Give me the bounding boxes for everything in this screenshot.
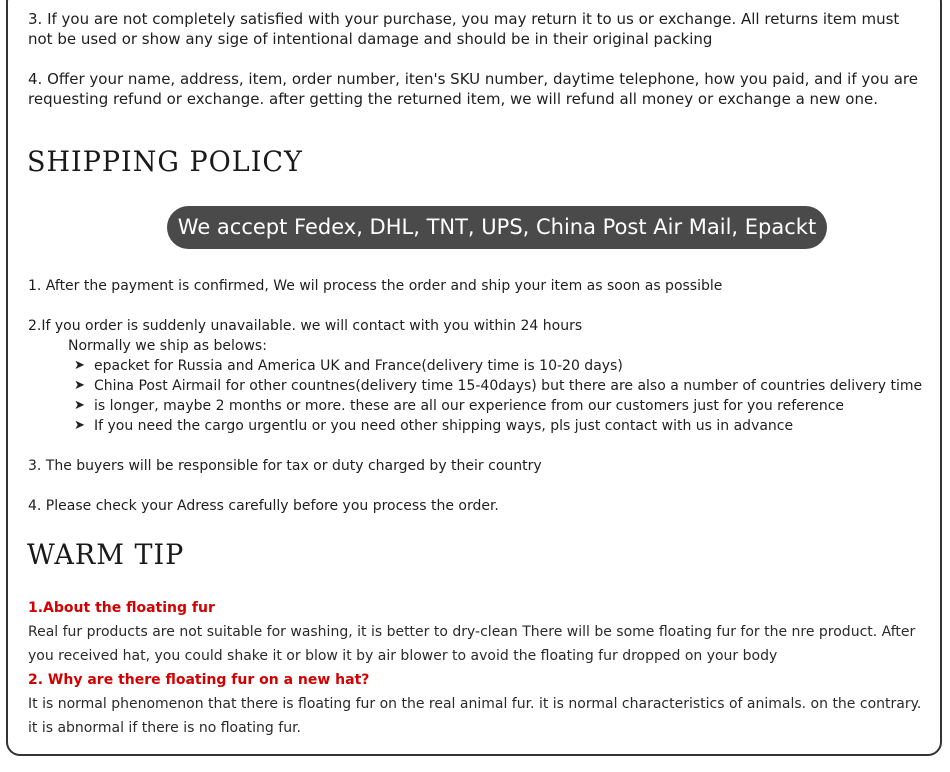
shipping-bullet [74, 416, 793, 436]
shipping-item-3: 3. The buyers will be responsible for tax or duty charged by their country [28, 458, 542, 474]
shipping-item-2: 2.If you order is suddenly unavailable. we will contact with you within 24 hours [28, 318, 583, 334]
shipping-bullet-text: If you need the cargo urgentlu or you need other shipping ways, pls just contact with us in advance [94, 418, 794, 434]
warm-tip-heading: WARM TIP [27, 539, 185, 572]
arrowhead-bullet-icon: ➤ [74, 418, 85, 433]
shipping-bullet-text: epacket for Russia and America UK and France(delivery time is 10-20 days) [94, 358, 623, 374]
arrowhead-bullet-icon: ➤ [74, 398, 85, 413]
shipping-bullet [74, 396, 844, 416]
shipping-bullet [74, 356, 623, 376]
arrowhead-bullet-icon: ➤ [74, 378, 85, 393]
tip-question-2: 2. Why are there floating fur on a new hat? [28, 672, 370, 688]
carriers-banner: We accept Fedex, DHL, TNT, UPS, China Post Air Mail, Epackt [167, 206, 827, 249]
shipping-item-1: 1. After the payment is confirmed, We wil process the order and ship your item as soon as possible [28, 278, 723, 294]
shipping-bullet [74, 376, 922, 396]
tip-answer-1: Real fur products are not suitable for washing, it is better to dry-clean There will be some floating fur for the nre product. After you received hat, you could shake it or blow it by air blower to avoid the floating fur dropped on your body [28, 624, 916, 664]
shipping-bullet-text: is longer, maybe 2 months or more. these are all our experience from our customers just for you reference [94, 398, 845, 414]
tip-question-1: 1.About the floating fur [28, 600, 215, 616]
shipping-item-4: 4. Please check your Adress carefully before you process the order. [28, 498, 499, 514]
tip-answer-2: It is normal phenomenon that there is floating fur on the real animal fur. it is normal characteristics of animals. on the contrary. it is abnormal if there is no floating fur. [28, 696, 922, 736]
returns-item-4: 4. Offer your name, address, item, order number, iten's SKU number, daytime telephone, how you paid, and if you are requesting refund or exchange. after getting the returned item, we will refund all money or exchange a new one. [28, 70, 918, 108]
shipping-policy-heading: SHIPPING POLICY [27, 146, 303, 179]
shipping-intro: Normally we ship as belows: [68, 338, 267, 354]
arrowhead-bullet-icon: ➤ [74, 358, 85, 373]
returns-item-3: 3. If you are not completely satisfied with your purchase, you may return it to us or exchange. All returns item must not be used or show any sige of intentional damage and should be in their original packing [28, 10, 900, 48]
shipping-bullet-text: China Post Airmail for other countnes(delivery time 15-40days) but there are also a number of countries delivery time [94, 378, 923, 394]
